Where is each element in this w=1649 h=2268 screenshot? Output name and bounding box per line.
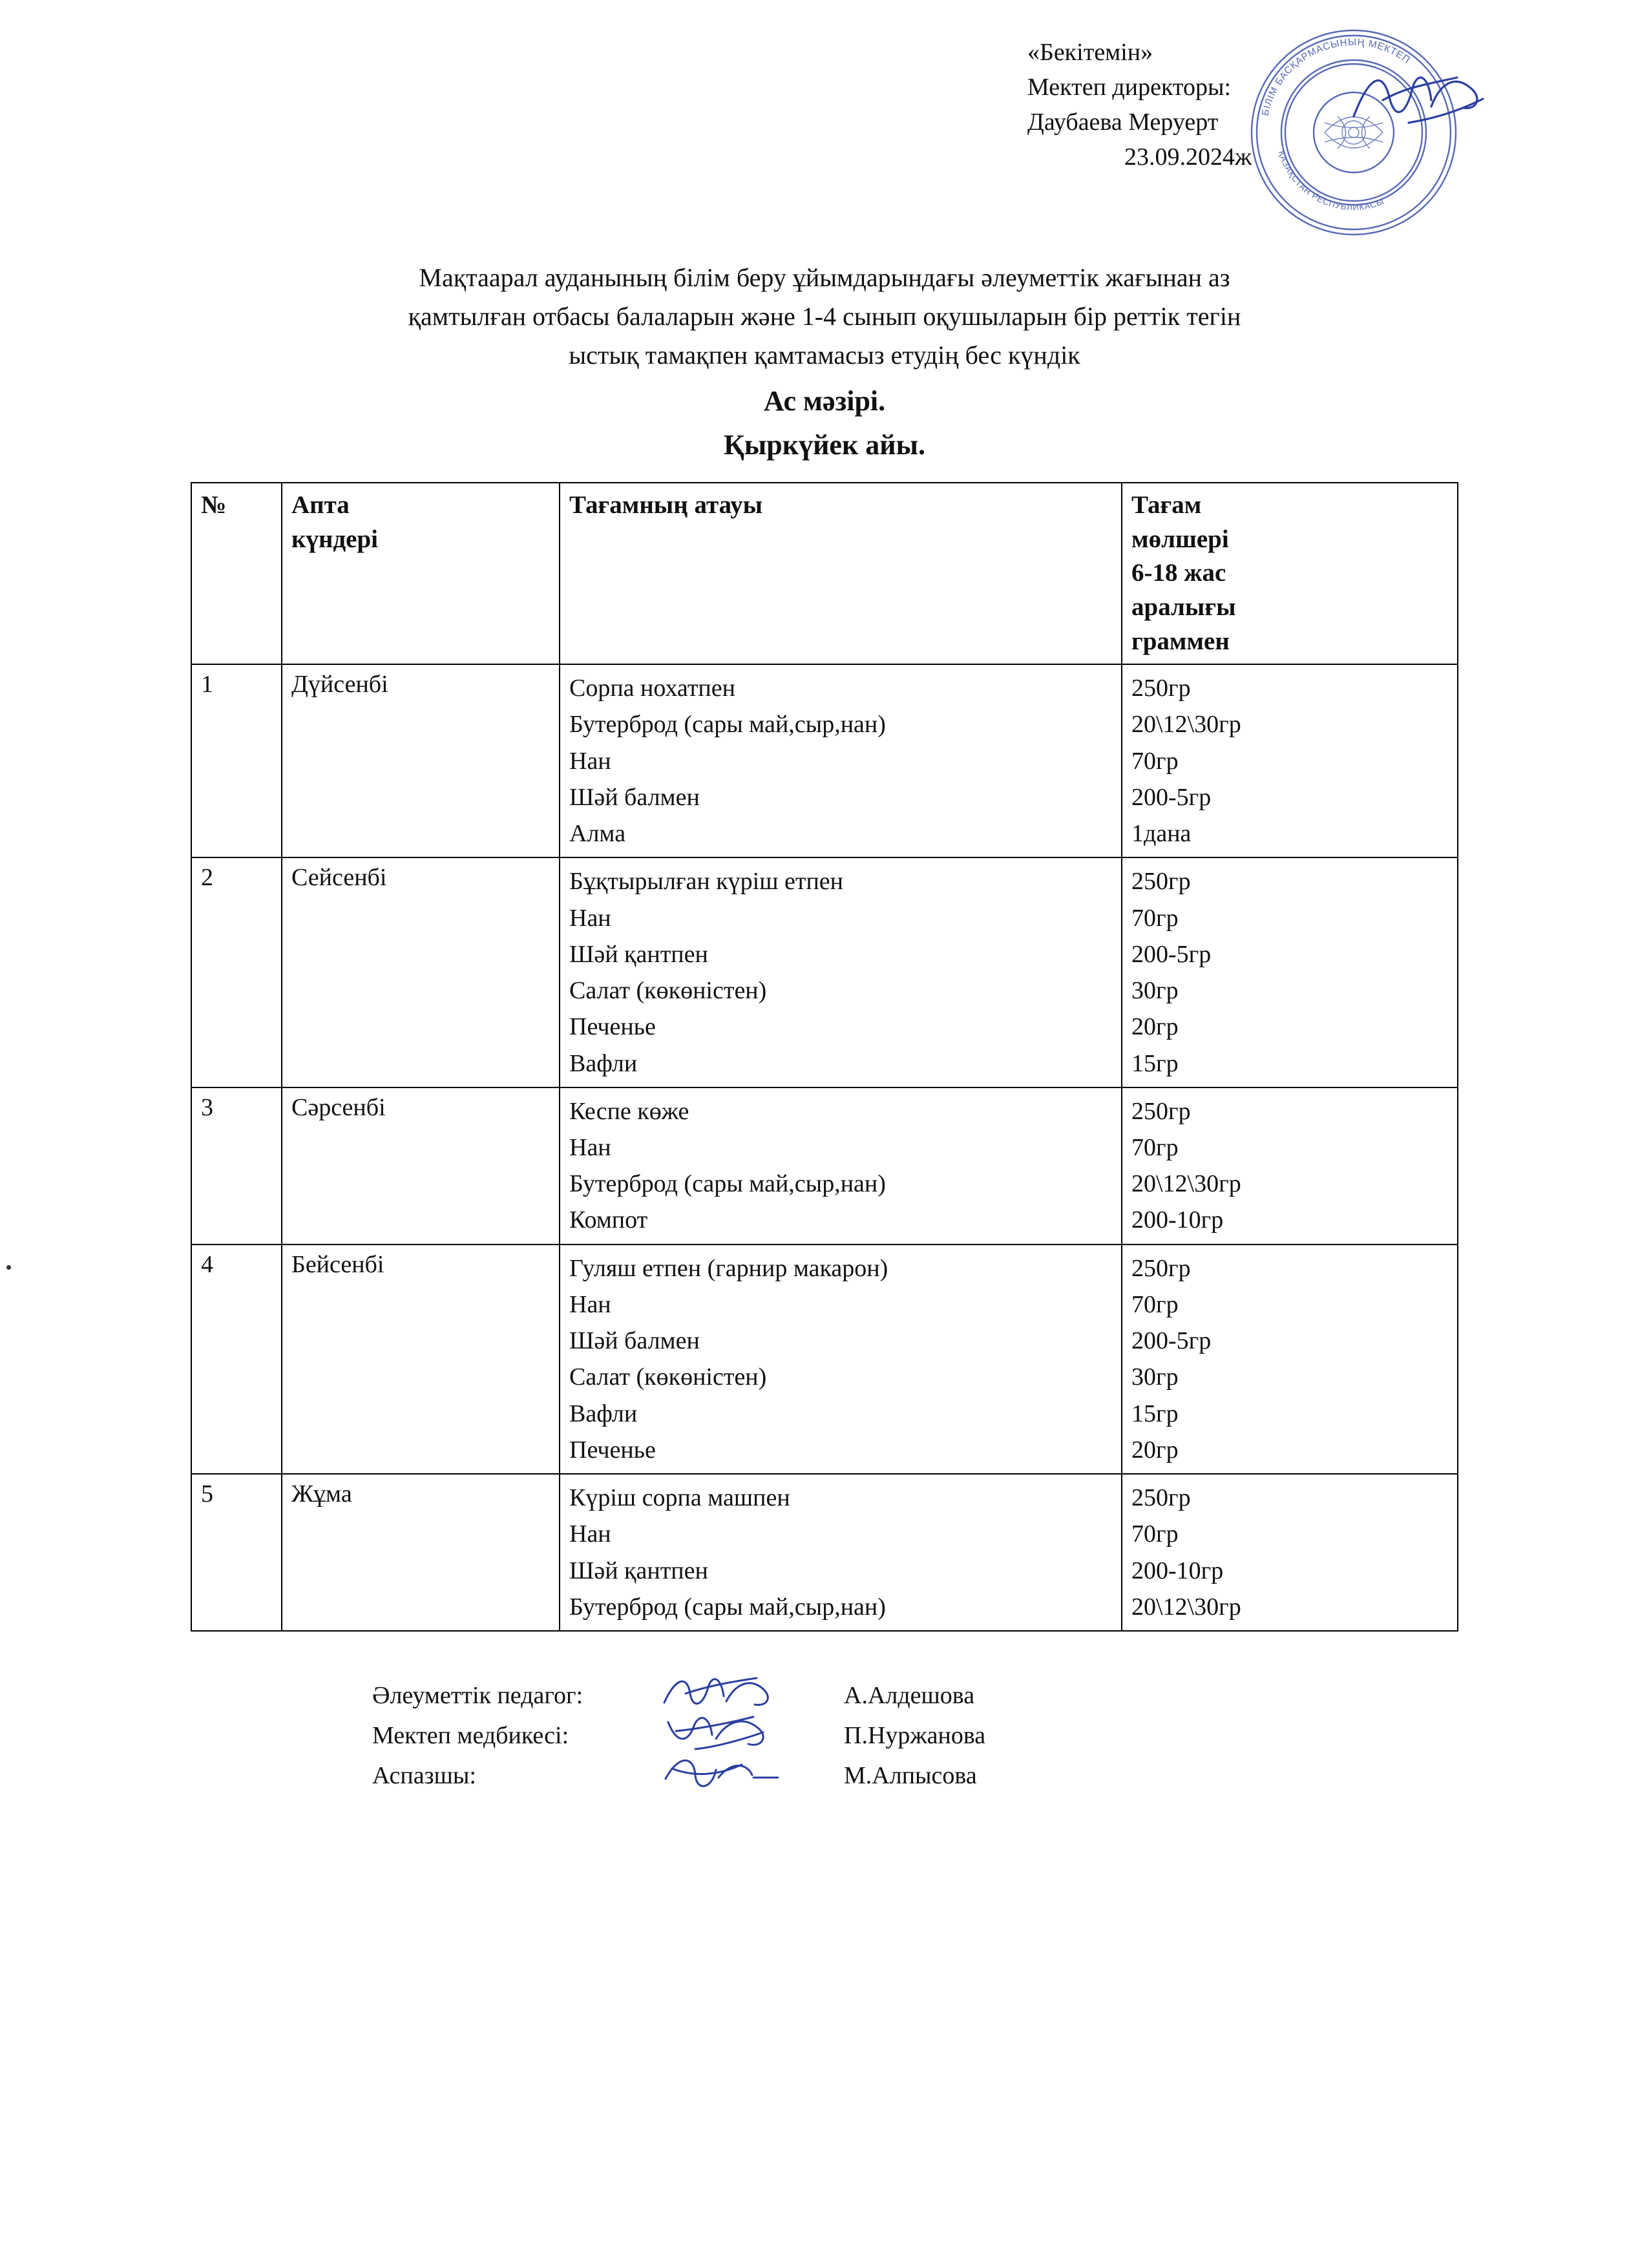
dish-item: Күріш сорпа машпен (569, 1484, 790, 1512)
approval-line-3: Даубаева Меруерт (1027, 108, 1219, 136)
signature-row (372, 1757, 1277, 1797)
approval-block (1008, 36, 1409, 175)
row-number: 3 (191, 1087, 282, 1244)
approval-line-1: «Бекітемін» (1027, 39, 1153, 66)
header-weekday-line1: Апта (291, 491, 350, 519)
dish-item: Шәй қантпен (569, 1557, 708, 1584)
svg-text:ҚАЗАҚСТАН РЕСПУБЛИКАСЫ: ҚАЗАҚСТАН РЕСПУБЛИКАСЫ (1276, 149, 1386, 213)
signature-role: Әлеуметтік педагог: (372, 1682, 583, 1710)
amount-item: 20\12\30гр (1131, 711, 1241, 739)
header-number: № (191, 483, 282, 664)
amount-item: 250гр (1131, 1484, 1191, 1512)
signature-block (372, 1677, 1277, 1797)
header-weekday-line2: күндері (291, 525, 379, 553)
amount-item: 15гр (1131, 1400, 1179, 1427)
header-portion-line1: Тағам (1131, 491, 1202, 519)
dish-item: Шәй балмен (569, 1327, 700, 1355)
dish-item: Шәй қантпен (569, 940, 708, 968)
dish-item: Сорпа нохатпен (569, 675, 735, 702)
page-title: Ас мәзірі. (763, 385, 886, 417)
header-weekday (282, 483, 560, 664)
header-dish-name: Тағамның атауы (560, 483, 1122, 664)
dish-item: Салат (көкөністен) (569, 977, 767, 1005)
row-dishes (560, 664, 1122, 857)
amount-item: 20гр (1131, 1013, 1179, 1041)
dish-item: Нан (569, 1290, 611, 1318)
amount-item: 30гр (1131, 977, 1179, 1005)
row-number: 2 (191, 857, 282, 1087)
handwritten-signature-icon (656, 1709, 786, 1754)
header-portion-line3: 6-18 жас (1131, 559, 1226, 587)
table-row (191, 664, 1458, 857)
header-portion (1122, 483, 1458, 664)
amount-item: 250гр (1131, 1097, 1191, 1125)
amount-item: 70гр (1131, 904, 1179, 932)
row-dishes (560, 1087, 1122, 1244)
dish-item: Бутерброд (сары май,сыр,нан) (569, 1170, 886, 1198)
dish-item: Компот (569, 1206, 648, 1234)
dish-item: Бутерброд (сары май,сыр,нан) (569, 711, 886, 739)
row-amounts (1122, 1087, 1458, 1244)
table-row (191, 1087, 1458, 1244)
dish-item: Нан (569, 904, 611, 932)
dish-item: Гуляш етпен (гарнир макарон) (569, 1254, 888, 1282)
dish-item: Вафли (569, 1049, 638, 1077)
amount-item: 20\12\30гр (1131, 1170, 1241, 1198)
amount-item: 70гр (1131, 1134, 1179, 1162)
title-line-2: қамтылған отбасы балаларын және 1-4 сынып оқушыларын бір реттік тегін (408, 302, 1241, 331)
row-amounts (1122, 1244, 1458, 1474)
signature-name: М.Алпысова (844, 1762, 977, 1790)
row-weekday: Дүйсенбі (282, 664, 560, 857)
dish-item: Печенье (569, 1436, 656, 1464)
row-amounts (1122, 1474, 1458, 1631)
row-number: 5 (191, 1474, 282, 1631)
svg-text:БІЛІМ БАСҚАРМАСЫНЫҢ МЕКТЕП: БІЛІМ БАСҚАРМАСЫНЫҢ МЕКТЕП (1259, 36, 1413, 117)
table-body (191, 664, 1458, 1631)
row-weekday: Бейсенбі (282, 1244, 560, 1474)
table-row (191, 857, 1458, 1087)
table-header-row (191, 483, 1458, 664)
dish-item: Бұқтырылған күріш етпен (569, 868, 843, 896)
dish-item: Салат (көкөністен) (569, 1363, 767, 1391)
table-header (191, 483, 1458, 664)
row-number: 1 (191, 664, 282, 857)
signature-row (372, 1717, 1277, 1757)
table-row (191, 1244, 1458, 1474)
amount-item: 200-5гр (1131, 940, 1212, 968)
scan-artifact (6, 1265, 11, 1270)
row-number: 4 (191, 1244, 282, 1474)
amount-item: 30гр (1131, 1363, 1179, 1391)
header-portion-line5: граммен (1131, 627, 1230, 655)
row-dishes (560, 1474, 1122, 1631)
row-amounts (1122, 664, 1458, 857)
amount-item: 70гр (1131, 1290, 1179, 1318)
signature-name: П.Нуржанова (844, 1722, 986, 1750)
approval-date: 23.09.2024ж (1124, 143, 1252, 171)
row-weekday: Сәрсенбі (282, 1087, 560, 1244)
amount-item: 20гр (1131, 1436, 1179, 1464)
row-dishes (560, 857, 1122, 1087)
dish-item: Бутерброд (сары май,сыр,нан) (569, 1593, 886, 1621)
title-line-1: Мақтаарал ауданының білім беру ұйымдарындағы әлеуметтік жағынан аз (419, 263, 1230, 292)
handwritten-signature-icon (656, 1669, 786, 1714)
handwritten-signature-icon (656, 1749, 786, 1794)
amount-item: 15гр (1131, 1049, 1179, 1077)
dish-item: Шәй балмен (569, 783, 700, 811)
dish-item: Нан (569, 1520, 611, 1548)
signature-name: А.Алдешова (844, 1682, 975, 1710)
document-title-block (78, 258, 1571, 467)
amount-item: 250гр (1131, 675, 1191, 702)
amount-item: 20\12\30гр (1131, 1593, 1241, 1621)
dish-item: Нан (569, 747, 611, 775)
row-dishes (560, 1244, 1122, 1474)
header-portion-line4: аралығы (1131, 593, 1236, 621)
amount-item: 250гр (1131, 868, 1191, 896)
signature-row (372, 1677, 1277, 1717)
amount-item: 200-10гр (1131, 1206, 1224, 1234)
amount-item: 200-5гр (1131, 1327, 1212, 1355)
amount-item: 200-10гр (1131, 1557, 1224, 1584)
amount-item: 200-5гр (1131, 783, 1212, 811)
row-amounts (1122, 857, 1458, 1087)
row-weekday: Сейсенбі (282, 857, 560, 1087)
table-row (191, 1474, 1458, 1631)
header-portion-line2: мөлшері (1131, 525, 1229, 553)
row-weekday: Жұма (282, 1474, 560, 1631)
menu-table (191, 482, 1458, 1632)
dish-item: Нан (569, 1134, 611, 1162)
signature-role: Аспазшы: (372, 1762, 476, 1790)
page-subtitle: Қыркүйек айы. (723, 429, 926, 461)
signature-role: Мектеп медбикесі: (372, 1722, 569, 1750)
amount-item: 70гр (1131, 1520, 1179, 1548)
dish-item: Вафли (569, 1400, 638, 1427)
title-line-3: ыстық тамақпен қамтамасыз етудің бес күндік (569, 341, 1080, 370)
dish-item: Печенье (569, 1013, 656, 1041)
amount-item: 250гр (1131, 1254, 1191, 1282)
approval-line-2: Мектеп директоры: (1027, 73, 1232, 101)
dish-item: Кеспе көже (569, 1097, 689, 1125)
amount-item: 70гр (1131, 747, 1179, 775)
amount-item: 1дана (1131, 820, 1192, 848)
dish-item: Алма (569, 820, 626, 848)
